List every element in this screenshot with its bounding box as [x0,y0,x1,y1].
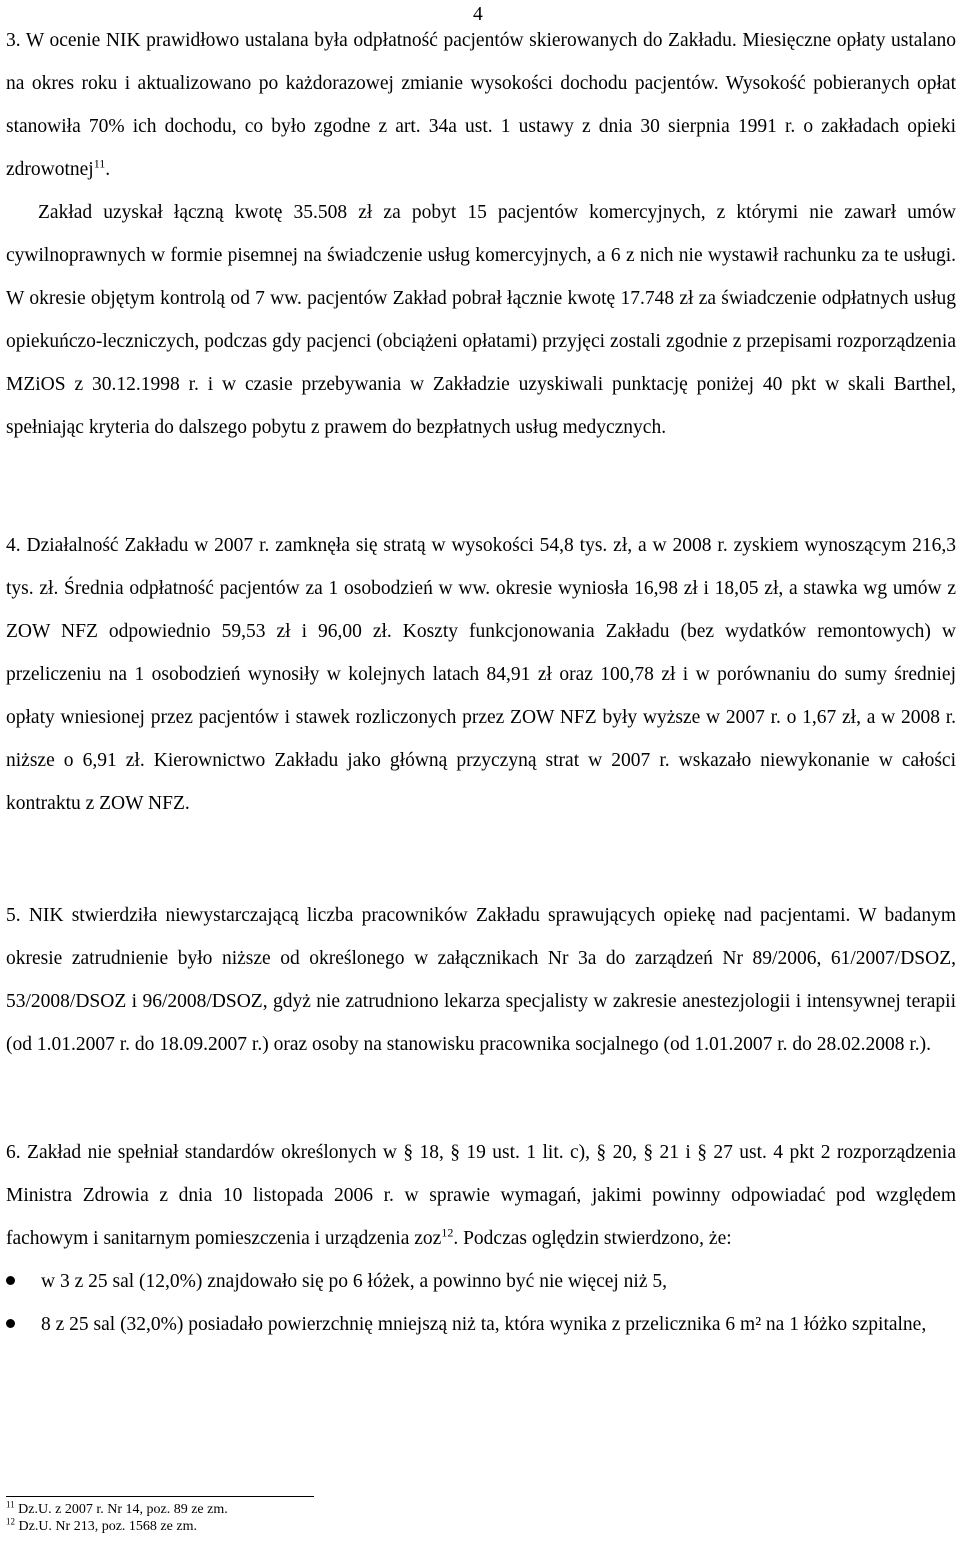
footnote-text: Dz.U. z 2007 r. Nr 14, poz. 89 ze zm. [18,1502,228,1517]
section-6-text-end: . Podczas oględzin stwierdzono, że: [453,1228,732,1249]
footnote-number: 12 [6,1516,15,1527]
footnote-divider [6,1496,314,1497]
footnote-ref-12: 12 [441,1225,454,1240]
section-3-text: W ocenie NIK prawidłowo ustalana była odpłatność pacjentów skierowanych do Zakładu. Miesięczne opłaty ustalano na okres roku i aktualizowano po każdorazowej zmianie wysokości dochodu pacjentów. Wysokość pobieranych opłat stanowiła 70% ich dochodu, co było zgodne z art. 34a ust. 1 ustawy z dnia 30 sierpnia 1991 r. o zakładach opieki zdrowotnej [6,30,956,180]
section-5-text: NIK stwierdziła niewystarczającą liczba pracowników Zakładu sprawujących opiekę nad pacjentami. W badanym okresie zatrudnienie było niższe od określonego w załącznikach Nr 3a do zarządzeń Nr 89/2006, 61/2007/DSOZ, 53/2008/DSOZ i 96/2008/DSOZ, gdyż nie zatrudniono lekarza specjalisty w zakresie anestezjologii i intensywnej terapii (od 1.01.2007 r. do 18.09.2007 r.) oraz osoby na stanowisku pracownika socjalnego (od 1.01.2007 r. do 28.02.2008 r.). [6,905,957,1055]
section-6-paragraph [6,1131,956,1260]
bullet-icon [6,1276,15,1285]
bullet-list [6,1260,956,1346]
section-5 [6,894,956,1066]
section-3-paragraph-1 [6,19,956,191]
footnotes [6,1501,228,1535]
section-4-number: 4. [6,535,21,556]
section-6 [6,1131,956,1346]
list-item [6,1303,956,1346]
footnote [6,1518,228,1535]
section-6-number: 6. [6,1142,21,1163]
list-item-text: w 3 z 25 sal (12,0%) znajdowało się po 6 łóżek, a powinno być nie więcej niż 5, [41,1271,667,1292]
footnote-ref-11: 11 [93,156,106,171]
footnote-number: 11 [6,1499,15,1510]
footnote [6,1501,228,1518]
page-number: 4 [473,4,483,25]
list-item [6,1260,956,1303]
section-4-paragraph [6,524,956,825]
footnote-text: Dz.U. Nr 213, poz. 1568 ze zm. [18,1519,197,1534]
section-3-number: 3. [6,30,21,51]
section-4-text: Działalność Zakładu w 2007 r. zamknęła się stratą w wysokości 54,8 tys. zł, a w 2008 r. zyskiem wynoszącym 216,3 tys. zł. Średnia odpłatność pacjentów za 1 osobodzień w ww. okresie wyniosła 16,98 zł i 18,05 zł, a stawka wg umów z ZOW NFZ odpowiednio 59,53 zł i 96,00 zł. Koszty funkcjonowania Zakładu (bez wydatków remontowych) w przeliczeniu na 1 osobodzień wynosiły w kolejnych latach 84,91 zł oraz 100,78 zł i w porównaniu do sumy średniej opłaty wniesionej przez pacjentów i stawek rozliczonych przez ZOW NFZ były wyższe w 2007 r. o 1,67 zł, a w 2008 r. niższe o 6,91 zł. Kierownictwo Zakładu jako główną przyczyną strat w 2007 r. wskazało niewykonanie w całości kontraktu z ZOW NFZ. [6,535,957,814]
section-3-paragraph-2: Zakład uzyskał łączną kwotę 35.508 zł za pobyt 15 pacjentów komercyjnych, z którymi nie zawarł umów cywilnoprawnych w formie pisemnej na świadczenie usług komercyjnych, a 6 z nich nie wystawił rachunku za te usługi. W okresie objętym kontrolą od 7 ww. pacjentów Zakład pobrał łącznie kwotę 17.748 zł za świadczenie odpłatnych usług opiekuńczo-leczniczych, podczas gdy pacjenci (obciążeni opłatami) przyjęci zostali zgodnie z przepisami rozporządzenia MZiOS z 30.12.1998 r. i w czasie przebywania w Zakładzie uzyskiwali punktację poniżej 40 pkt w skali Barthel, spełniając kryteria do dalszego pobytu z prawem do bezpłatnych usług medycznych. [6,202,956,438]
section-6-text: Zakład nie spełniał standardów określonych w § 18, § 19 ust. 1 lit. c), § 20, § 21 i § 27 ust. 4 pkt 2 rozporządzenia Ministra Zdrowia z dnia 10 listopada 2006 r. w sprawie wymagań, jakimi powinny odpowiadać pod względem fachowym i sanitarnym pomieszczenia i urządzenia zoz [6,1142,957,1249]
section-5-number: 5. [6,905,21,926]
list-item-text: 8 z 25 sal (32,0%) posiadało powierzchnię mniejszą niż ta, która wynika z przelicznika 6 m² na 1 łóżko szpitalne, [41,1314,927,1335]
section-5-paragraph [6,894,956,1066]
section-3-text-end: . [105,159,111,180]
bullet-icon [6,1319,15,1328]
section-4 [6,524,956,825]
section-3 [6,19,956,449]
